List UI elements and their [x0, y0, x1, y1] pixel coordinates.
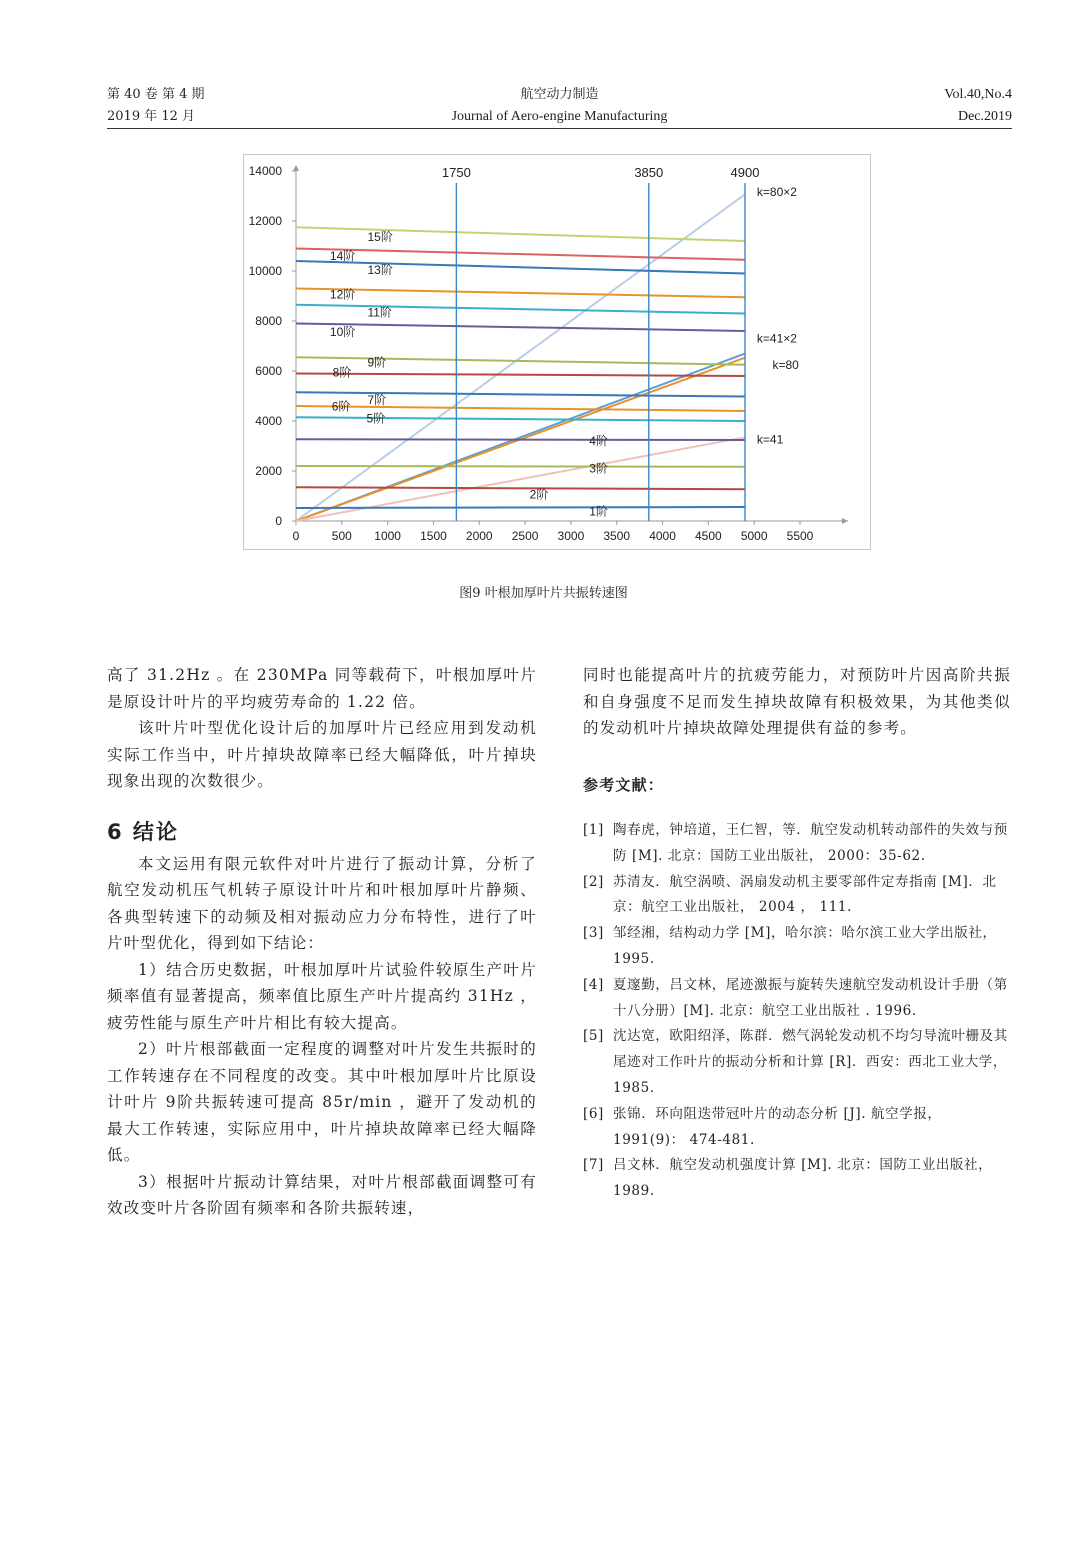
mode-label: 11阶 [367, 305, 392, 320]
mode-label: 10阶 [329, 325, 356, 339]
reference-item [583, 1153, 1011, 1205]
x-tick-label: 3500 [603, 529, 631, 543]
x-tick-label: 3000 [557, 529, 585, 543]
mode-label: 8阶 [332, 365, 352, 380]
speed-label: 4900 [730, 165, 760, 180]
y-tick-label: 10000 [248, 264, 282, 278]
speed-label: 3850 [634, 165, 664, 180]
x-tick-label: 500 [331, 529, 352, 543]
y-tick-label: 6000 [255, 364, 282, 378]
mode-line [296, 392, 745, 396]
y-tick-label: 4000 [255, 414, 282, 428]
reference-number: [4] [583, 976, 604, 993]
mode-line [296, 507, 745, 508]
x-tick-label: 2000 [465, 529, 493, 543]
figure-caption: 图9 叶根加厚叶片共振转速图 [459, 586, 628, 601]
reference-text: 张锦．环向阻迭带冠叶片的动态分析 [J]. 航空学报， 1991(9)： 474-481. [613, 1105, 942, 1148]
y-tick-label: 0 [275, 514, 282, 528]
paragraph: 同时也能提高叶片的抗疲劳能力，对预防叶片因高阶共振和自身强度不足而发生掉块故障有积极效果，为其他类似的发动机叶片掉块故障处理提供有益的参考。 [583, 666, 1011, 737]
mode-line [296, 487, 745, 489]
x-tick-label: 2500 [511, 529, 539, 543]
reference-item [583, 870, 1011, 922]
mode-line [296, 261, 745, 274]
section-title: 6 结论 [107, 819, 179, 844]
mode-label: 5阶 [366, 411, 386, 426]
mode-line [296, 439, 745, 440]
date-en: Dec.2019 [957, 109, 1012, 124]
speed-label: 1750 [441, 165, 471, 180]
journal-title-cn: 航空动力制造 [520, 87, 599, 102]
y-tick-label: 8000 [255, 314, 282, 328]
references-title: 参考文献： [583, 775, 665, 794]
x-tick-label: 4000 [649, 529, 676, 543]
reference-item [583, 818, 1011, 870]
mode-label: 7阶 [367, 393, 387, 407]
volume-number-en: Vol.40,No.4 [944, 87, 1012, 102]
x-tick-label: 5000 [740, 529, 768, 543]
mode-label: 13阶 [367, 263, 393, 277]
issue-date: 2019 年 12 月 [107, 109, 196, 124]
y-tick-label: 14000 [248, 164, 282, 178]
reference-number: [6] [583, 1105, 604, 1122]
header-right [944, 84, 1012, 128]
mode-label: 12阶 [329, 287, 356, 302]
excitation-label: k=80 [772, 358, 799, 372]
x-tick-label: 5500 [786, 529, 814, 543]
y-tick-label: 12000 [248, 214, 282, 228]
mode-line [296, 249, 745, 260]
reference-number: [2] [583, 873, 604, 890]
y-tick-label: 2000 [255, 464, 282, 478]
mode-line [296, 305, 745, 314]
mode-label: 6阶 [331, 399, 351, 414]
reference-list [583, 818, 1011, 1205]
mode-label: 2阶 [529, 487, 549, 502]
header-rule [107, 128, 1012, 129]
right-column [583, 662, 1011, 1205]
mode-line [296, 417, 745, 421]
header-center [107, 84, 1012, 128]
mode-label: 1阶 [589, 504, 608, 519]
x-tick-label: 1500 [420, 529, 447, 543]
x-tick-label: 4500 [695, 529, 722, 543]
reference-text: 苏清友．航空涡喷、涡扇发动机主要零部件定寿指南 [M]．北京：航空工业出版社， 2004 ， 111. [613, 873, 997, 916]
excitation-label: k=41×2 [756, 331, 797, 346]
reference-number: [7] [583, 1157, 604, 1174]
resonance-chart [243, 154, 871, 550]
x-tick-label: 1000 [374, 529, 401, 543]
left-column [107, 662, 537, 1222]
chart-svg [244, 155, 870, 549]
reference-item [583, 1102, 1011, 1154]
paragraph: 该叶片叶型优化设计后的加厚叶片已经应用到发动机实际工作当中，叶片掉块故障率已经大幅降低，叶片掉块现象出现的次数很少。 [107, 719, 537, 790]
x-tick-label: 0 [292, 529, 300, 543]
volume-issue: 第 40 卷 第 4 期 [107, 87, 205, 102]
y-axis-arrow [293, 165, 299, 171]
mode-line [296, 289, 745, 298]
reference-text: 陶春虎，钟培道，王仁智，等．航空发动机转动部件的失效与预防 [M]. 北京：国防工业出版社， 2000：35-62. [613, 822, 1008, 864]
mode-line [296, 466, 745, 467]
mode-line [296, 406, 745, 411]
reference-item [583, 1024, 1011, 1101]
conclusion-item: 2）叶片根部截面一定程度的调整对叶片发生共振时的工作转速存在不同程度的改变。其中叶根加厚叶片比原设计叶片 9阶共振转速可提高 85r/min ，避开了发动机的最大工作转速，实际应用中，叶片掉块故障率已经大幅降低。 [107, 1040, 537, 1164]
mode-label: 3阶 [589, 461, 608, 476]
mode-line [296, 374, 745, 377]
paragraph: 本文运用有限元软件对叶片进行了振动计算，分析了航空发动机压气机转子原设计叶片和叶根加厚叶片静频、各典型转速下的动频及相对振动应力分布特性，进行了叶片叶型优化，得到如下结论： [107, 854, 537, 952]
excitation-label: k=80×2 [756, 185, 797, 199]
mode-line [296, 324, 745, 332]
conclusion-item: 1）结合历史数据，叶根加厚叶片试验件较原生产叶片频率值有显著提高，频率值比原生产叶片提高约 31Hz ，疲劳性能与原生产叶片相比有较大提高。 [107, 960, 537, 1032]
page-header [107, 84, 1012, 128]
reference-text: 邹经湘，结构动力学 [M]，哈尔滨：哈尔滨工业大学出版社， 1995. [613, 925, 997, 967]
mode-label: 9阶 [367, 355, 387, 370]
conclusion-item: 3）根据叶片振动计算结果，对叶片根部截面调整可有效改变叶片各阶固有频率和各阶共振转速， [107, 1172, 537, 1217]
reference-number: [3] [583, 925, 604, 942]
reference-item [583, 921, 1011, 973]
mode-label: 14阶 [329, 248, 356, 263]
reference-text: 吕文林．航空发动机强度计算 [M]. 北京：国防工业出版社， 1989. [613, 1157, 993, 1200]
journal-title-en: Journal of Aero-engine Manufacturing [451, 109, 668, 124]
mode-label: 15阶 [367, 230, 393, 244]
reference-number: [1] [583, 822, 604, 838]
mode-line [296, 227, 745, 241]
paragraph: 高了 31.2Hz 。在 230MPa 同等载荷下，叶根加厚叶片是原设计叶片的平均疲劳寿命的 1.22 倍。 [107, 666, 537, 711]
reference-text: 夏邃勤，吕文林，尾迹激振与旋转失速航空发动机设计手册（第十八分册）[M]. 北京：航空工业出版社 . 1996. [613, 976, 1008, 1019]
x-axis-arrow [842, 518, 848, 524]
excitation-label: k=41 [756, 432, 784, 447]
mode-label: 4阶 [589, 433, 608, 448]
reference-number: [5] [583, 1028, 604, 1045]
reference-item [583, 973, 1011, 1025]
reference-text: 沈达宽，欧阳绍泽，陈群．燃气涡轮发动机不均匀导流叶栅及其尾迹对工作叶片的振动分析和计算 [R]．西安：西北工业大学， 1985. [613, 1028, 1008, 1096]
